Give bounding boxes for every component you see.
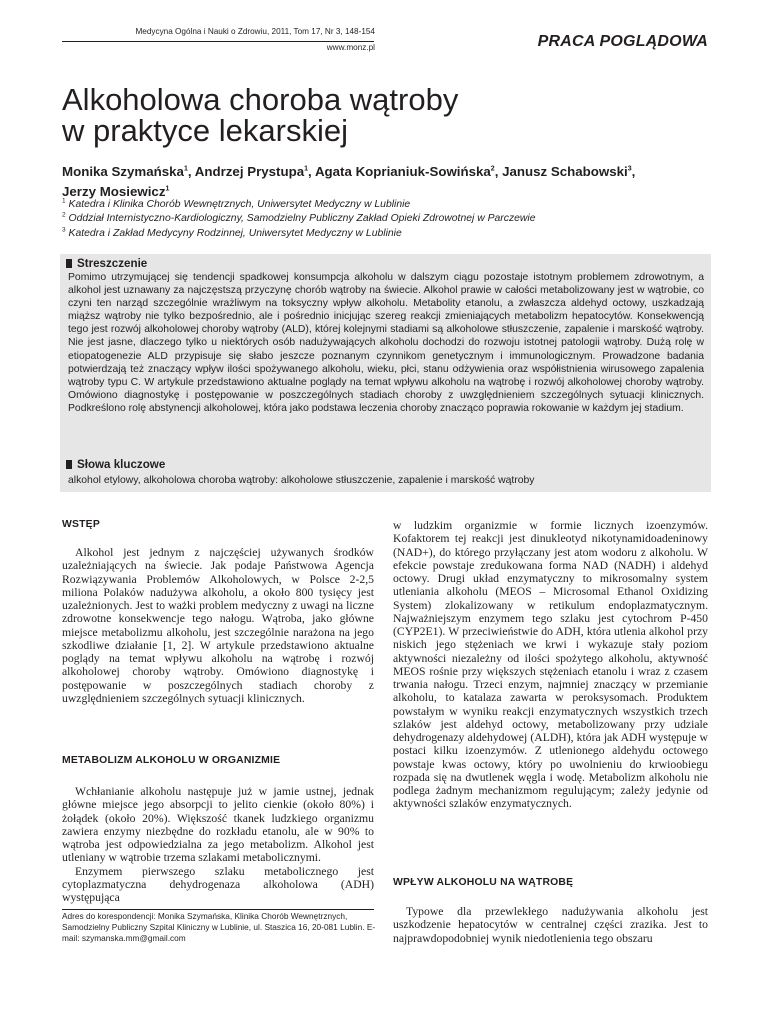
author: Janusz Schabowski	[502, 164, 628, 179]
liver-impact-paragraph: Typowe dla przewlekłego nadużywania alkoholu jest uszkodzenie hepatocytów w centralnej części zrazika. Jest to najprawdopodobniej wynik niedotlenienia tego obszaru	[393, 905, 708, 945]
author-affiliation-mark: 1	[304, 165, 309, 173]
abstract-heading	[66, 257, 147, 271]
affiliation	[62, 198, 712, 212]
author-separator: ,	[494, 164, 503, 179]
title-line-1: Alkoholowa choroba wątroby	[62, 82, 459, 117]
affiliation	[62, 227, 712, 241]
metabolism-paragraph-1: Wchłanianie alkoholu następuje już w jamie ustnej, jednak główne miejsce jego absorpcji to jelito cienkie (około 80%) i żołądek (około 20%). Większość tkanek ludzkiego organizmu zawiera enzymy niezbędne do rozkładu etanolu, ale w 90% to wątroba jest odpowiedzialna za jego metabolizm. Alkohol jest utleniany w wątrobie trzema szlakami metabolicznymi.	[62, 785, 374, 865]
intro-paragraph: Alkohol jest jednym z najczęściej używanych środków uzależniających na świecie. Jak podaje Państwowa Agencja Rozwiązywania Problemów Alkoholowych, w Polsce 2-2,5 miliona Polaków nadużywa alkoholu, a około 800 tysięcy jest uzależnionych. Jest to ważki problem medyczny z uwagi na liczne zdrowotne konsekwencje tego nałogu. Wątroba, jako główne miejsce metabolizmu alkoholu, jest szczególnie narażona na jego szkodliwe działanie [1, 2]. W artykule przedstawiono aktualne poglądy na temat wpływu alkoholu na wątrobę i rozwój alkoholowej choroby wątroby. Omówiono diagnostykę i postępowanie w poszczególnych stadiach choroby z uwzględnieniem szczególnych sytuacji klinicznych.	[62, 546, 374, 705]
section-heading-intro: WSTĘP	[62, 519, 100, 530]
affiliation-text: Oddział Internistyczno-Kardiologiczny, Samodzielny Publiczny Zakład Opieki Zdrowotnej w Parczewie	[65, 213, 536, 225]
metabolism-paragraph-2: Enzymem pierwszego szlaku metabolicznego jest cytoplazmatyczna dehydrogenaza alkoholowa (ADH) występująca	[62, 864, 374, 904]
metabolism-section	[62, 785, 374, 904]
affiliation-number: 1	[62, 197, 66, 205]
keywords-heading-text: Słowa kluczowe	[77, 458, 166, 471]
author-separator: ,	[308, 164, 315, 179]
title-line-2: w praktyce lekarskiej	[62, 113, 348, 148]
article-type: PRACA POGLĄDOWA	[537, 33, 708, 50]
section-heading-metabolism: METABOLIZM ALKOHOLU W ORGANIZMIE	[62, 755, 281, 766]
affiliation-list	[62, 198, 712, 241]
footnote-divider	[62, 909, 374, 910]
journal-citation: Medycyna Ogólna i Nauki o Zdrowiu, 2011, Tom 17, Nr 3, 148-154	[135, 27, 375, 36]
liver-impact-section	[393, 905, 708, 945]
author-affiliation-mark: 1	[183, 165, 188, 173]
author: Andrzej Prystupa	[194, 164, 305, 179]
square-bullet-icon	[66, 259, 72, 268]
affiliation	[62, 212, 712, 226]
section-heading-liver-impact: WPŁYW ALKOHOLU NA WĄTROBĘ	[393, 877, 574, 888]
right-column-text	[393, 519, 708, 811]
author-affiliation-mark: 2	[490, 165, 495, 173]
author: Jerzy Mosiewicz	[62, 184, 166, 199]
affiliation-text: Katedra i Zakład Medycyny Rodzinnej, Uniwersytet Medyczny w Lublinie	[65, 227, 402, 239]
author: Agata Koprianiuk-Sowińska	[314, 164, 491, 179]
keywords-text: alkohol etylowy, alkoholowa choroba wątroby: alkoholowe stłuszczenie, zapalenie i marskość wątroby	[68, 475, 535, 486]
abstract-text: Pomimo utrzymującej się tendencji spadkowej konsumpcja alkoholu w dalszym ciągu pozostaje istotnym problemem zdrowotnym, a alkohol jest uznawany za najczęstszą przyczynę chorób wątroby na świecie. Alkohol prawie w całości metabolizowany jest w wątrobie, co czyni ten narząd szczególnie wrażliwym na toksyczny wpływ alkoholu. Metabolity etanolu, a zwłaszcza aldehyd octowy, uszkadzają miąższ wątroby nie tylko bezpośrednio, ale i pośrednio inicjując szereg reakcji zmieniających metabolizm hepatocytów. Konsekwencją tego jest rozwój alkoholowej choroby wątroby (ALD), której kolejnymi stadiami są alkoholowe stłuszczenie, zapalenie i marskość wątroby. Nie jest jasne, dlaczego tylko u niektórych osób nadużywających alkoholu dochodzi do rozwoju istotnej patologii wątroby. Dużą rolę w etiopatogenezie ALD przypisuje się słabo jeszcze poznanym czynnikom genetycznym i immunologicznym. Prowadzone badania potwierdzają też znaczący wpływ ilości spożywanego alkoholu, wieku, płci, stanu odżywienia oraz współistnienia wirusowego zapalenia wątroby typu C. W artykule przedstawiono aktualne poglądy na temat wpływu alkoholu na wątrobę i rozwój alkoholowej choroby wątroby. Omówiono diagnostykę i postępowanie w poszczególnych stadiach choroby z uwzględnieniem szczególnych sytuacji klinicznych. Podkreślono rolę abstynencji alkoholowej, która jako podstawa leczenia choroby znacząco poprawia rokowanie w każdym jej stadium.	[68, 272, 704, 414]
abstract-box	[60, 254, 711, 492]
intro-section	[62, 546, 374, 705]
keywords-heading	[66, 458, 165, 472]
correspondence-footnote: Adres do korespondencji: Monika Szymańska, Klinika Chorób Wewnętrznych, Samodzielny Publiczny Szpital Kliniczny w Lublinie, ul. Staszica 16, 20-081 Lublin. E-mail: szymanska.mm@gmail.com	[62, 911, 376, 944]
author-affiliation-mark: 1	[165, 185, 170, 193]
journal-website[interactable]: www.monz.pl	[326, 43, 375, 52]
metabolism-paragraph-continued: w ludzkim organizmie w formie licznych izoenzymów. Kofaktorem tej reakcji jest dinukleotyd nikotynamidoadeninowy (NAD+), do którego przyłączany jest atom wodoru z alkoholu. W efekcie powstaje zredukowana forma NAD (NADH) i aldehyd octowy. Drugi układ enzymatyczny to mikrosomalny system utleniania alkoholu (MEOS – Microsomal Ethanol Oxidizing System) zlokalizowany w retikulum endoplazmatycznym. Najważniejszym enzymem tego szlaku jest cytochrom P-450 (CYP2E1). W przeciwieństwie do ADH, która utlenia alkohol przy niskich jego stężeniach we krwi i wykazuje stały poziom aktywności niezależny od ilości spożytego alkoholu, aktywność MEOS rośnie przy większych stężeniach etanolu i wraz z czasem trwania nałogu. Trzeci enzym, najmniej znaczący w przemianie alkoholu, to katalaza zawarta w peroksysomach. Produktem powstałym w wyniku reakcji enzymatycznych wszystkich trzech szlaków jest aldehyd octowy, metabolizowany przy udziale dehydrogenazy aldehydowej (ALDH), która jak ADH występuje w postaci kilku izoenzymów. Z utlenionego aldehydu octowego powstaje kwas octowy, który po uwolnieniu do krwioobiegu rozpada się na dwutlenek węgla i wodę. Metabolizm alkoholu nie podlega żadnym mechanizmom regulującym; zależy jedynie od aktywności szlaków enzymatycznych.	[393, 519, 708, 811]
affiliation-number: 2	[62, 211, 66, 219]
author-separator: ,	[187, 164, 195, 179]
affiliation-text: Katedra i Klinika Chorób Wewnętrznych, Uniwersytet Medyczny w Lublinie	[65, 199, 411, 210]
abstract-heading-text: Streszczenie	[77, 257, 148, 270]
author: Monika Szymańska	[62, 164, 184, 179]
square-bullet-icon	[66, 460, 72, 469]
author-affiliation-mark: 3	[627, 165, 632, 173]
article-title	[62, 84, 702, 146]
author-separator: ,	[631, 164, 636, 179]
affiliation-number: 3	[62, 226, 66, 234]
author-list	[62, 162, 712, 202]
